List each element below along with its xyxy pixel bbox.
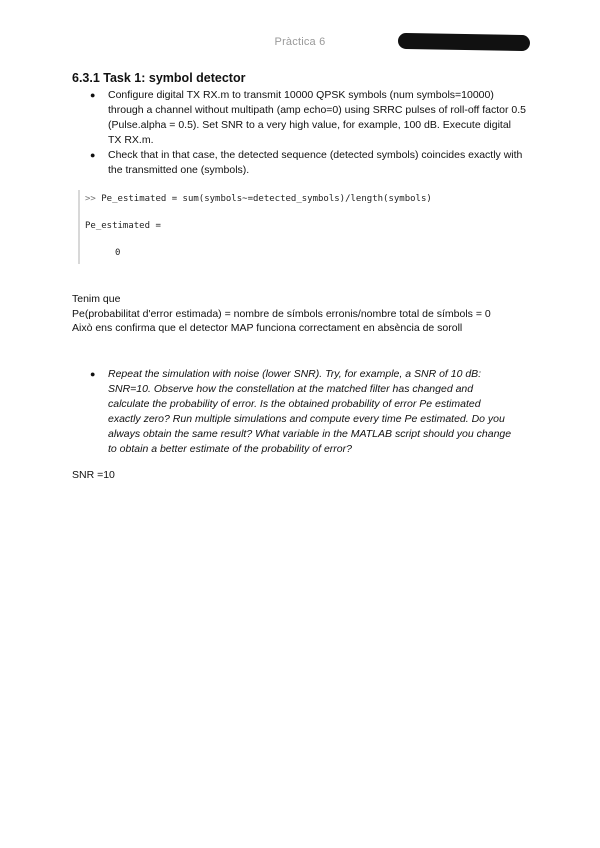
snr-value-line: SNR =10 — [72, 469, 115, 481]
answer-text-block — [72, 292, 542, 336]
redacted-name-block — [398, 33, 530, 51]
page-header-title: Pràctica 6 — [274, 36, 326, 48]
section-title: 6.3.1 Task 1: symbol detector — [72, 71, 246, 85]
list-item — [86, 88, 526, 148]
code-command: Pe_estimated = sum(symbols~=detected_symbols)/length(symbols) — [101, 194, 432, 204]
question-text: Repeat the simulation with noise (lower SNR). Try, for example, a SNR of 10 dB: SNR=10. Observe how the constellation at the matched filter has changed and calculate the probability of error. Is the obtained probability of error Pe estimated exactly zero? Run multiple simulations and compute every time Pe estimated. Do you always obtain the same result? What variable in the MATLAB script should you change to obtain a better estimate of the probability of error? — [108, 368, 512, 455]
bullet-dot-icon: ● — [90, 90, 96, 100]
question-bullet-list — [86, 367, 516, 457]
answer-line-1: Tenim que — [72, 293, 121, 305]
code-output-value: 0 — [115, 248, 121, 258]
bullet-text: Check that in that case, the detected sequence (detected symbols) coincides exactly with the transmitted one (symbols). — [108, 149, 523, 176]
code-prompt: >> — [85, 194, 96, 204]
answer-line-3: Això ens confirma que el detector MAP funciona correctament en absència de soroll — [72, 322, 463, 334]
answer-line-2: Pe(probabilitat d'error estimada) = nombre de símbols erronis/nombre total de símbols = 0 — [72, 307, 491, 320]
bullet-text: Configure digital TX RX.m to transmit 10000 QPSK symbols (num symbols=10000) through a channel without multipath (amp echo=0) using SRRC pulses of roll-off factor 0.5 (Pulse.alpha = 0.5). Set SNR to a very high value, for example, 100 dB. Execute digital TX RX.m. — [108, 89, 526, 146]
bullet-dot-icon: ● — [90, 150, 96, 160]
code-command-line — [85, 194, 432, 204]
code-output-label: Pe_estimated = — [85, 221, 161, 231]
task-bullet-list — [86, 88, 526, 178]
list-item — [86, 148, 526, 178]
list-item — [86, 367, 516, 457]
bullet-dot-icon: ● — [90, 369, 96, 379]
matlab-code-screenshot — [78, 190, 500, 264]
